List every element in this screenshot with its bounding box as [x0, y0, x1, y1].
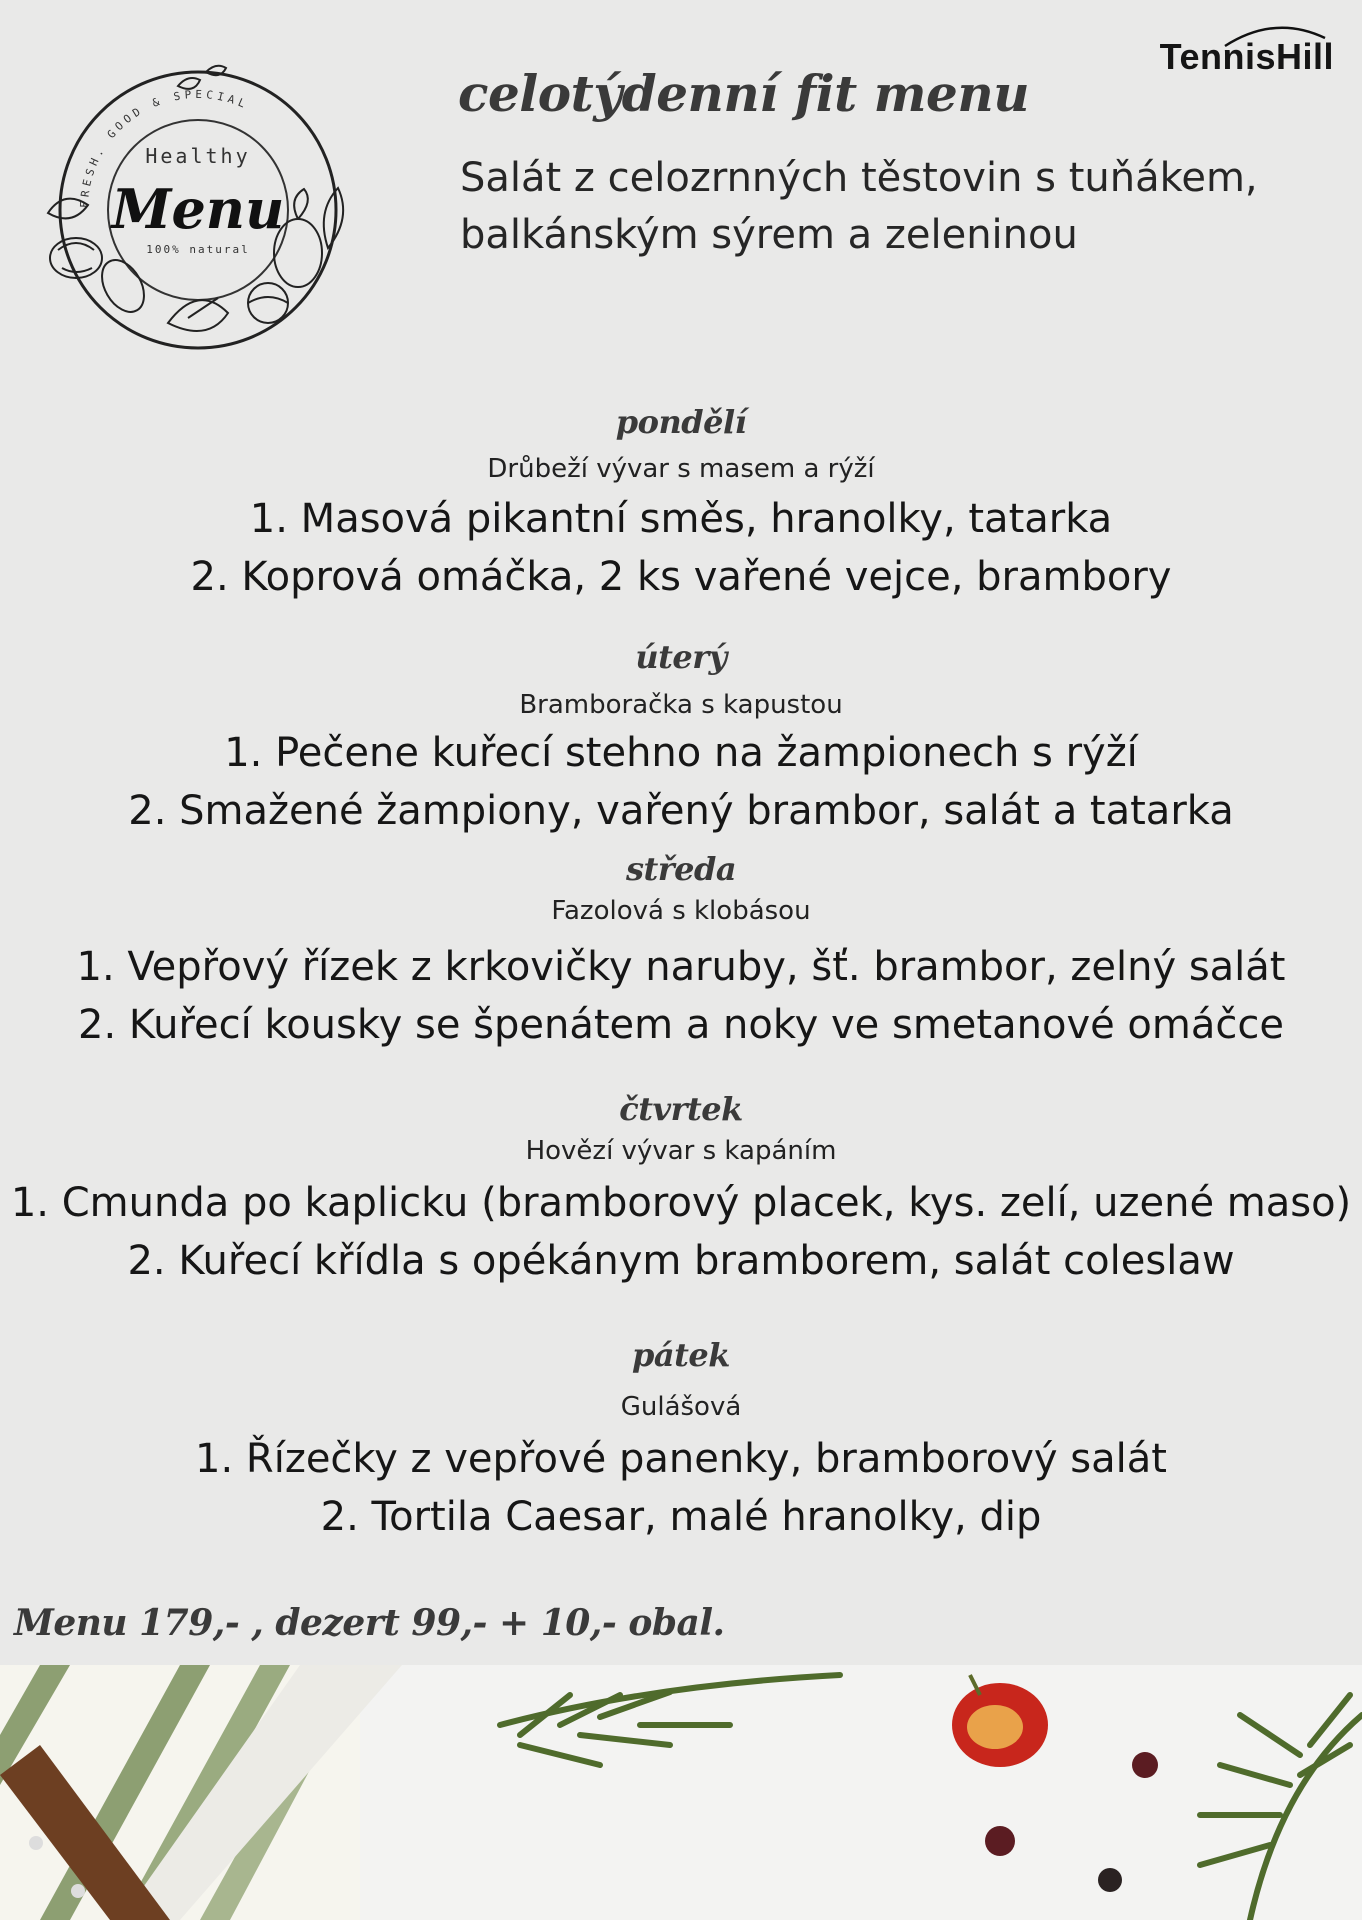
dish-monday-1: 1. Masová pikantní směs, hranolky, tatarka [249, 496, 1113, 542]
dish-friday-1: 1. Řízečky z vepřové panenky, bramborový salát [195, 1436, 1167, 1482]
dish-thursday-2: 2. Kuřecí křídla s opékánym bramborem, salát coleslaw [127, 1238, 1235, 1284]
soup-friday: Gulášová [620, 1392, 742, 1422]
special-dish-line: Salát z celozrnných těstovin s tuňákem, [460, 155, 1258, 201]
healthy-menu-logo [28, 38, 368, 358]
dish-thursday-1: 1. Cmunda po kaplicku (bramborový placek, kys. zelí, uzené maso) [10, 1180, 1352, 1226]
page-title: celotýdenní fit menu [458, 64, 1030, 123]
price-info: Menu 179,- , dezert 99,- + 10,- obal. [14, 1602, 725, 1644]
logo-ring-text: FRESH. GOOD & SPECIAL [77, 87, 251, 209]
dish-wednesday-1: 1. Vepřový řízek z krkovičky naruby, šť. brambor, zelný salát [76, 944, 1286, 990]
special-dish [460, 150, 1280, 264]
soup-tuesday: Bramboračka s kapustou [519, 690, 843, 720]
day-heading-tuesday: úterý [635, 638, 727, 676]
dish-tuesday-2: 2. Smažené žampiony, vařený brambor, salát a tatarka [128, 788, 1234, 834]
day-heading-monday: pondělí [615, 403, 747, 441]
day-heading-friday: pátek [632, 1336, 730, 1374]
dish-friday-2: 2. Tortila Caesar, malé hranolky, dip [320, 1494, 1042, 1540]
dish-monday-2: 2. Koprová omáčka, 2 ks vařené vejce, brambory [190, 554, 1172, 600]
logo-menu-text: Menu [111, 177, 285, 241]
dish-wednesday-2: 2. Kuřecí kousky se špenátem a noky ve smetanové omáčce [78, 1002, 1284, 1048]
logo-natural-text: 100% natural [146, 243, 250, 256]
special-dish-line: balkánským sýrem a zeleninou [460, 212, 1078, 258]
soup-thursday: Hovězí vývar s kapáním [525, 1136, 837, 1166]
logo-healthy-text: Healthy [145, 144, 251, 168]
soup-monday: Drůbeží vývar s masem a rýží [487, 454, 875, 484]
decorative-food-border [0, 1665, 1362, 1920]
soup-wednesday: Fazolová s klobásou [551, 896, 811, 926]
brand-name: TennisHill [1159, 36, 1334, 77]
day-heading-thursday: čtvrtek [619, 1090, 743, 1128]
day-heading-wednesday: středa [625, 850, 737, 888]
dish-tuesday-1: 1. Pečene kuřecí stehno na žampionech s rýží [224, 730, 1138, 776]
